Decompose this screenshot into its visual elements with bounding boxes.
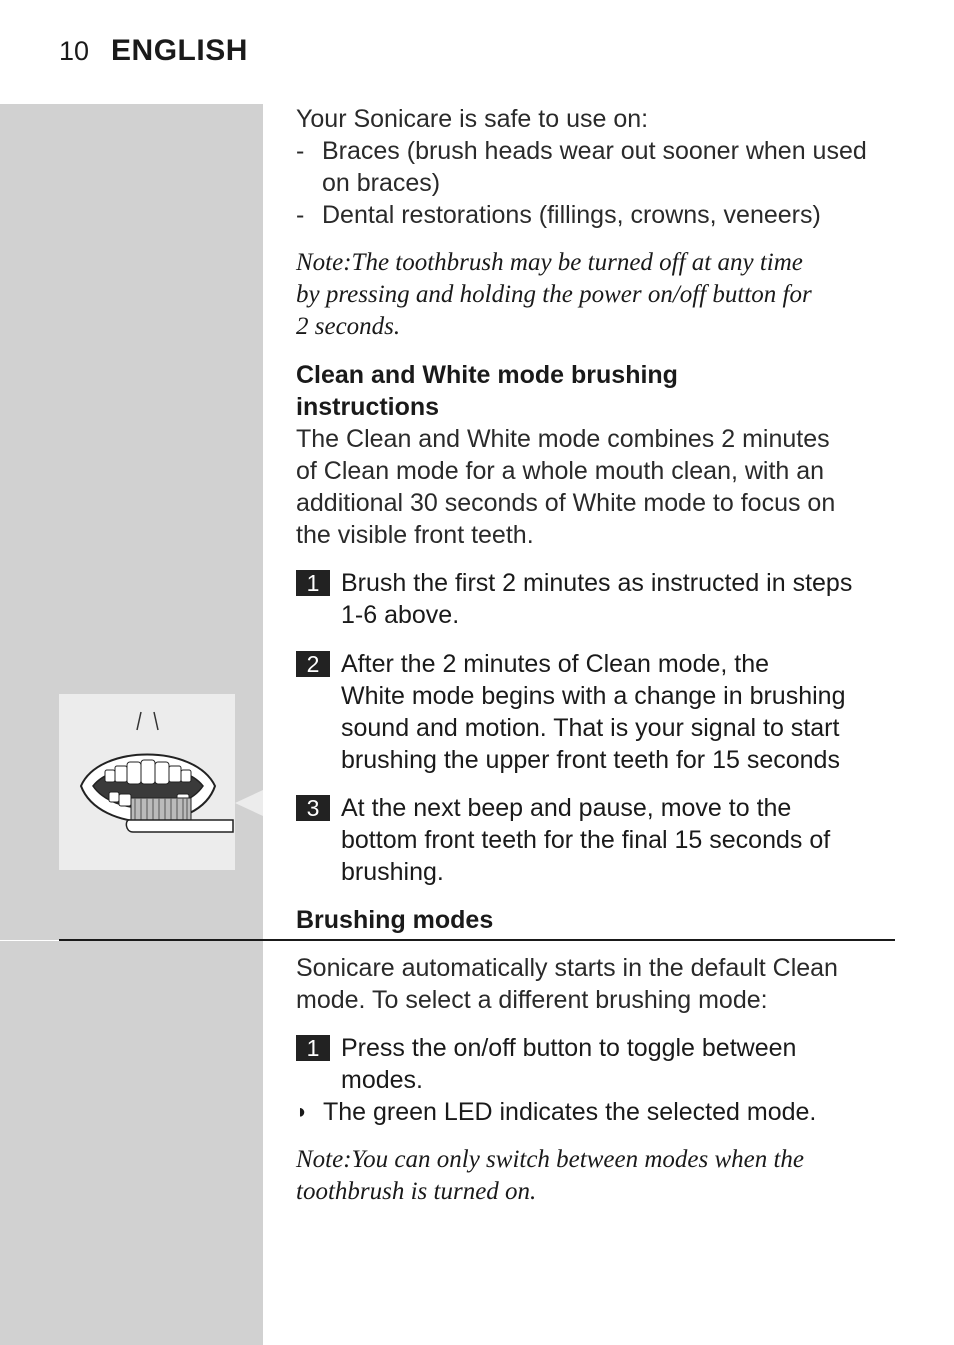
step-number-badge: 1: [296, 1035, 330, 1061]
section-title: ENGLISH: [111, 34, 248, 67]
illustration-pointer: [235, 790, 263, 816]
note-power-off: Note:The toothbrush may be turned off at any time by pressing and holding the power on/off button for 2 seconds.: [296, 249, 812, 340]
mouth-illustration: [59, 694, 235, 870]
brushing-modes-body: Sonicare automatically starts in the default Clean mode. To select a different brushing mode:: [296, 954, 838, 1014]
clean-white-section: [296, 359, 892, 551]
list-item: - Braces (brush heads wear out sooner when used on braces): [296, 137, 867, 197]
result-bullet-icon: ◗: [296, 1101, 309, 1123]
result-item: ◗ The green LED indicates the selected mode.: [296, 1098, 817, 1126]
page-number: 10: [59, 36, 90, 66]
note-switch-modes: Note:You can only switch between modes when the toothbrush is turned on.: [296, 1146, 805, 1205]
clean-white-step-1: 1 Brush the first 2 minutes as instructed in steps 1-6 above.: [296, 567, 892, 631]
clean-white-step-3: 3 At the next beep and pause, move to the bottom front teeth for the final 15 seconds of brushing.: [296, 792, 892, 888]
step-number-badge: 1: [296, 570, 330, 596]
intro-text: Your Sonicare is safe to use on:: [296, 105, 649, 133]
page-header: [59, 34, 248, 74]
intro-block: [296, 103, 892, 231]
clean-white-step-2: 2 After the 2 minutes of Clean mode, the White mode begins with a change in brushing sound and motion. That is your signal to start brushing the upper front teeth for 15 seconds: [296, 648, 892, 776]
sidebar-lower: [0, 941, 263, 1345]
step-number-badge: 3: [296, 795, 330, 821]
brushing-modes-step-1: 1 Press the on/off button to toggle between modes. ◗ The green LED indicates the selected mode.: [296, 1032, 892, 1128]
mouth-brushing-icon: [59, 694, 235, 870]
section-divider: [59, 939, 895, 941]
clean-white-heading: Clean and White mode brushing instructions: [296, 361, 678, 421]
clean-white-body: The Clean and White mode combines 2 minutes of Clean mode for a whole mouth clean, with an additional 30 seconds of White mode to focus on the visible front teeth.: [296, 425, 836, 549]
list-item: - Dental restorations (fillings, crowns, veneers): [296, 201, 821, 229]
step-number-badge: 2: [296, 651, 330, 677]
brushing-modes-heading: Brushing modes: [296, 906, 494, 934]
